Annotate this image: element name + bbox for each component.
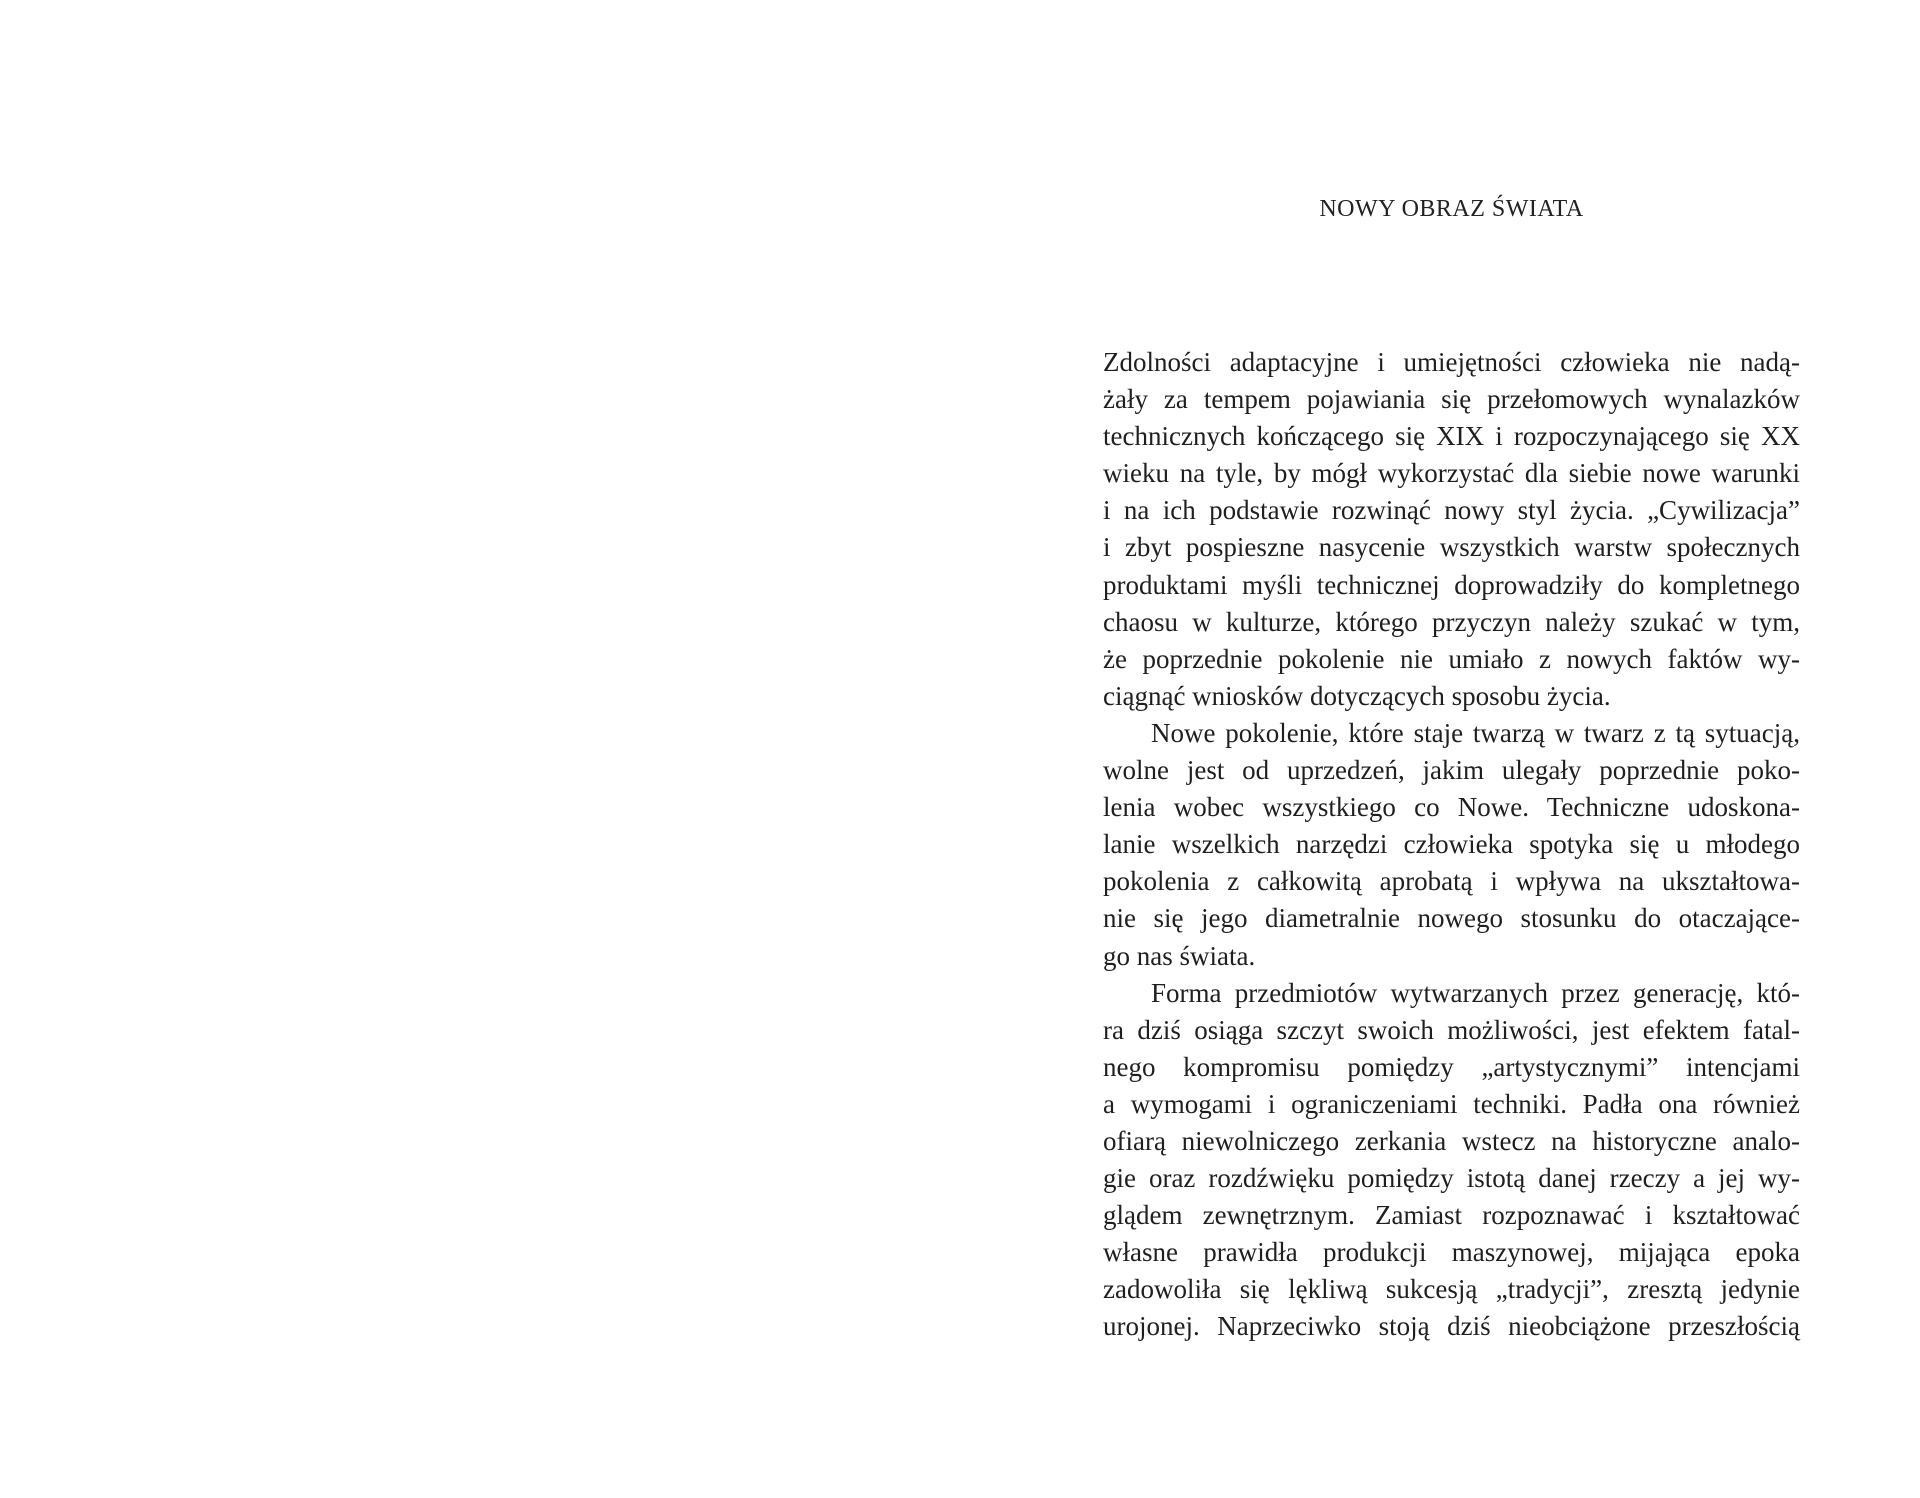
text-line: glądem zewnętrznym. Zamiast rozpoznawać i kształtować — [1103, 1200, 1800, 1231]
paragraph-1 — [1103, 344, 1800, 715]
text-line: urojonej. Naprzeciwko stoją dziś nieobciążone przeszłością — [1103, 1311, 1800, 1342]
running-head: NOWY OBRAZ ŚWIATA — [1319, 196, 1584, 222]
text-line: własne prawidła produkcji maszynowej, mijająca epoka — [1103, 1237, 1800, 1268]
text-line: gie oraz rozdźwięku pomiędzy istotą danej rzeczy a jej wy- — [1103, 1163, 1800, 1194]
text-line: wieku na tyle, by mógł wykorzystać dla siebie nowe warunki — [1103, 458, 1800, 489]
text-line: ciągnąć wniosków dotyczących sposobu życia. — [1103, 680, 1611, 711]
text-line: technicznych kończącego się XIX i rozpoczynającego się XX — [1103, 421, 1800, 452]
text-line: wolne jest od uprzedzeń, jakim ulegały poprzednie poko- — [1103, 755, 1800, 786]
text-line: chaosu w kulturze, którego przyczyn należy szukać w tym, — [1103, 606, 1800, 637]
text-line: produktami myśli technicznej doprowadziły do kompletnego — [1103, 569, 1800, 600]
text-line: Nowe pokolenie, które staje twarzą w twarz z tą sytuacją, — [1151, 717, 1800, 748]
paragraph-2 — [1103, 715, 1800, 975]
text-line: lenia wobec wszystkiego co Nowe. Techniczne udoskona- — [1103, 792, 1800, 823]
text-line: żały za tempem pojawiania się przełomowych wynalazków — [1103, 384, 1800, 415]
text-line: zadowoliła się lękliwą sukcesją „tradycji”, zresztą jedynie — [1103, 1274, 1800, 1305]
text-line: a wymogami i ograniczeniami techniki. Padła ona również — [1103, 1088, 1800, 1119]
text-line: Forma przedmiotów wytwarzanych przez generację, któ- — [1151, 977, 1800, 1008]
text-line: Zdolności adaptacyjne i umiejętności człowieka nie nadą- — [1103, 347, 1800, 377]
text-line: że poprzednie pokolenie nie umiało z nowych faktów wy- — [1103, 643, 1800, 674]
text-line: i na ich podstawie rozwinąć nowy styl życia. „Cywilizacja” — [1103, 495, 1800, 526]
text-line: nie się jego diametralnie nowego stosunku do otaczające- — [1103, 903, 1800, 934]
text-line: pokolenia z całkowitą aprobatą i wpływa na ukształtowa- — [1103, 866, 1800, 897]
text-line: go nas świata. — [1103, 940, 1256, 971]
text-line: lanie wszelkich narzędzi człowieka spotyka się u młodego — [1103, 829, 1800, 860]
text-line: ofiarą niewolniczego zerkania wstecz na historyczne analo- — [1103, 1125, 1800, 1156]
text-line: ra dziś osiąga szczyt swoich możliwości, jest efektem fatal- — [1103, 1014, 1800, 1045]
paragraph-3 — [1103, 975, 1800, 1346]
text-line: i zbyt pospieszne nasycenie wszystkich warstw społecznych — [1103, 532, 1800, 563]
body-text — [1103, 344, 1800, 1346]
text-line: nego kompromisu pomiędzy „artystycznymi” intencjami — [1103, 1051, 1800, 1082]
